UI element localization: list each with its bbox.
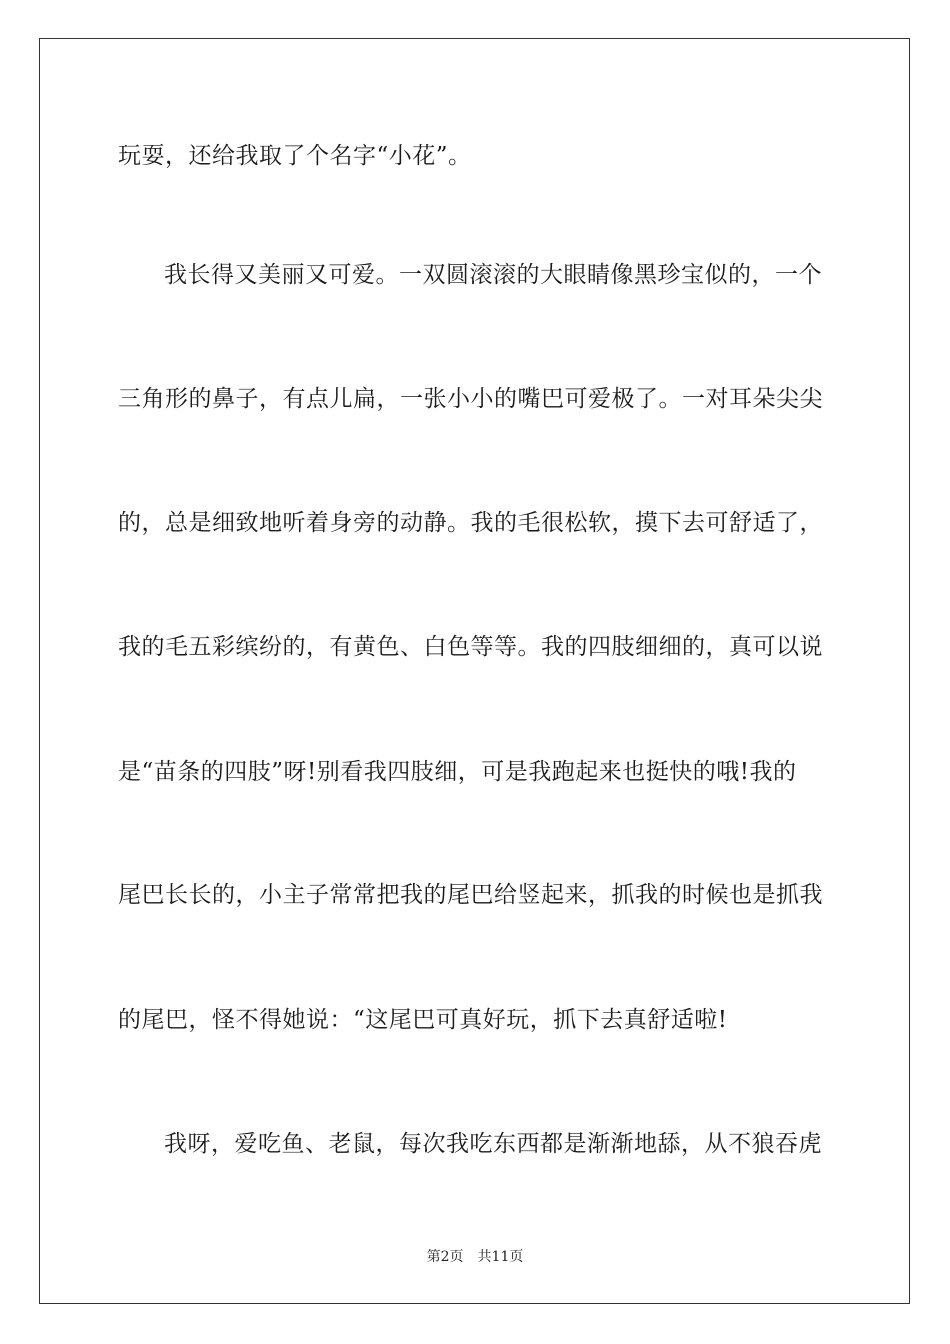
page-footer	[0, 1248, 950, 1266]
text-line: 尾巴长长的，小主子常常把我的尾巴给竖起来，抓我的时候也是抓我	[118, 882, 823, 908]
page-number: 第2页	[426, 1249, 464, 1265]
paragraph-start-line: 我长得又美丽又可爱。一双圆滚滚的大眼睛像黑珍宝似的，一个	[164, 262, 822, 288]
paragraph-start-line: 我呀，爱吃鱼、老鼠，每次我吃东西都是渐渐地舔，从不狼吞虎	[164, 1131, 822, 1157]
text-line: 玩耍，还给我取了个名字“小花”。	[118, 143, 472, 169]
text-line: 我的毛五彩缤纷的，有黄色、白色等等。我的四肢细细的，真可以说	[118, 634, 823, 660]
text-line: 的，总是细致地听着身旁的动静。我的毛很松软，摸下去可舒适了，	[118, 510, 823, 536]
text-line: 的尾巴，怪不得她说：“这尾巴可真好玩，抓下去真舒适啦!	[118, 1007, 728, 1033]
total-pages: 共11页	[477, 1249, 524, 1265]
text-line: 是“苗条的四肢”呀!别看我四肢细，可是我跑起来也挺快的哦!我的	[118, 759, 797, 785]
page-border	[39, 38, 910, 1304]
text-line: 三角形的鼻子，有点儿扁，一张小小的嘴巴可爱极了。一对耳朵尖尖	[118, 386, 823, 412]
